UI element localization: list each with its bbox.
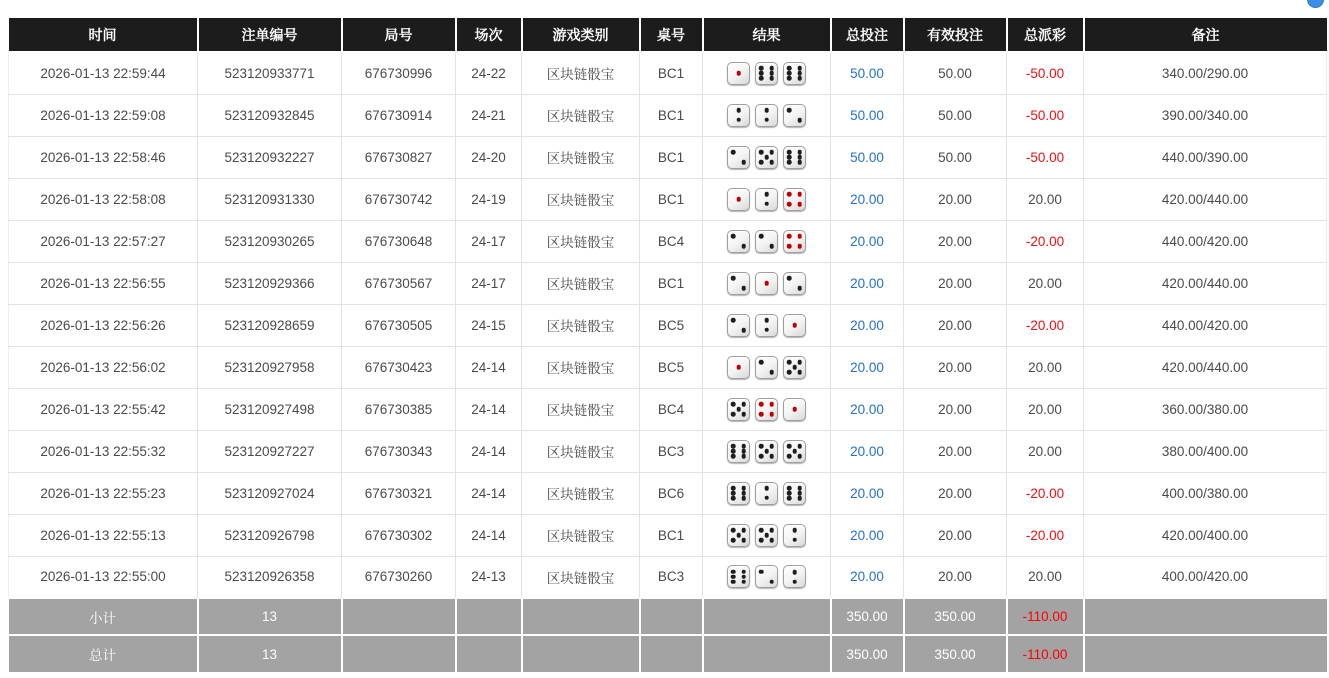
payout-cell: -50.00 <box>1007 52 1084 94</box>
time-cell: 2026-01-13 22:55:13 <box>9 514 198 556</box>
die-5-icon <box>727 398 750 421</box>
footer-empty-cell <box>342 635 456 672</box>
game-type-cell: 区块链骰宝 <box>522 304 640 346</box>
total-bet-cell <box>831 52 904 94</box>
time-cell: 2026-01-13 22:56:26 <box>9 304 198 346</box>
bet-number-cell: 523120932227 <box>198 136 342 178</box>
die-5-icon <box>783 356 806 379</box>
payout-cell: -50.00 <box>1007 136 1084 178</box>
payout-cell: -20.00 <box>1007 304 1084 346</box>
valid-bet-cell: 20.00 <box>904 472 1007 514</box>
time-cell: 2026-01-13 22:59:08 <box>9 94 198 136</box>
remark-cell: 420.00/440.00 <box>1084 178 1327 220</box>
time-cell: 2026-01-13 22:55:00 <box>9 556 198 598</box>
footer-total-bet-cell: 350.00 <box>831 635 904 672</box>
footer-count-cell: 13 <box>198 635 342 672</box>
footer-empty-cell <box>640 598 703 635</box>
game-type-cell: 区块链骰宝 <box>522 220 640 262</box>
remark-cell: 400.00/380.00 <box>1084 472 1327 514</box>
dice-result <box>703 482 830 505</box>
total-bet-cell <box>831 136 904 178</box>
valid-bet-cell: 20.00 <box>904 346 1007 388</box>
table-number-cell: BC1 <box>640 94 703 136</box>
dice-result <box>703 62 830 85</box>
result-cell <box>703 514 831 556</box>
game-type-cell: 区块链骰宝 <box>522 178 640 220</box>
time-cell: 2026-01-13 22:58:08 <box>9 178 198 220</box>
round-number-cell: 676730567 <box>342 262 456 304</box>
table-footer <box>9 598 1327 672</box>
die-2-icon <box>755 314 778 337</box>
header-row <box>9 18 1327 52</box>
bet-number-cell: 523120929366 <box>198 262 342 304</box>
table-number-cell: BC5 <box>640 304 703 346</box>
game-type-cell: 区块链骰宝 <box>522 430 640 472</box>
die-2-icon <box>755 482 778 505</box>
payout-cell: -20.00 <box>1007 472 1084 514</box>
game-type-cell: 区块链骰宝 <box>522 472 640 514</box>
valid-bet-cell: 50.00 <box>904 52 1007 94</box>
game-type-cell: 区块链骰宝 <box>522 52 640 94</box>
die-1-icon <box>783 398 806 421</box>
grand-total-row <box>9 635 1327 672</box>
total-bet-cell <box>831 94 904 136</box>
bet-number-cell: 523120926358 <box>198 556 342 598</box>
valid-bet-cell: 20.00 <box>904 556 1007 598</box>
payout-cell: 20.00 <box>1007 556 1084 598</box>
valid-bet-cell: 20.00 <box>904 220 1007 262</box>
footer-empty-cell <box>1084 598 1327 635</box>
die-2-icon <box>783 104 806 127</box>
game-type-cell: 区块链骰宝 <box>522 94 640 136</box>
total-bet-link[interactable]: 20.00 <box>850 233 884 249</box>
table-row <box>9 136 1327 178</box>
column-header-4: 场次 <box>456 18 522 52</box>
session-cell: 24-14 <box>456 472 522 514</box>
total-bet-cell <box>831 262 904 304</box>
game-type-cell: 区块链骰宝 <box>522 346 640 388</box>
total-bet-link[interactable]: 50.00 <box>850 149 884 165</box>
session-cell: 24-21 <box>456 94 522 136</box>
remark-cell: 380.00/400.00 <box>1084 430 1327 472</box>
round-number-cell: 676730505 <box>342 304 456 346</box>
total-bet-link[interactable]: 20.00 <box>850 317 884 333</box>
die-1-icon <box>783 314 806 337</box>
remark-cell: 440.00/420.00 <box>1084 304 1327 346</box>
total-bet-link[interactable]: 20.00 <box>850 359 884 375</box>
die-2-icon <box>727 146 750 169</box>
table-number-cell: BC4 <box>640 220 703 262</box>
payout-cell: 20.00 <box>1007 346 1084 388</box>
total-bet-link[interactable]: 20.00 <box>850 401 884 417</box>
remark-cell: 420.00/400.00 <box>1084 514 1327 556</box>
die-2-icon <box>755 104 778 127</box>
table-row <box>9 346 1327 388</box>
bet-number-cell: 523120927958 <box>198 346 342 388</box>
valid-bet-cell: 20.00 <box>904 262 1007 304</box>
die-6-icon <box>727 440 750 463</box>
result-cell <box>703 52 831 94</box>
time-cell: 2026-01-13 22:56:02 <box>9 346 198 388</box>
game-type-cell: 区块链骰宝 <box>522 556 640 598</box>
die-5-icon <box>755 524 778 547</box>
time-cell: 2026-01-13 22:59:44 <box>9 52 198 94</box>
die-2-icon <box>755 565 778 588</box>
die-2-icon <box>755 230 778 253</box>
time-cell: 2026-01-13 22:56:55 <box>9 262 198 304</box>
die-6-icon <box>755 62 778 85</box>
session-cell: 24-14 <box>456 346 522 388</box>
round-number-cell: 676730302 <box>342 514 456 556</box>
footer-payout-cell: -110.00 <box>1007 598 1084 635</box>
valid-bet-cell: 50.00 <box>904 136 1007 178</box>
footer-empty-cell <box>703 598 831 635</box>
die-4-icon <box>755 398 778 421</box>
bet-number-cell: 523120928659 <box>198 304 342 346</box>
remark-cell: 360.00/380.00 <box>1084 388 1327 430</box>
table-row <box>9 430 1327 472</box>
die-4-icon <box>783 230 806 253</box>
footer-label-cell: 小计 <box>9 598 198 635</box>
table-number-cell: BC1 <box>640 262 703 304</box>
round-number-cell: 676730321 <box>342 472 456 514</box>
footer-valid-bet-cell: 350.00 <box>904 598 1007 635</box>
table-number-cell: BC4 <box>640 388 703 430</box>
subtotal-row <box>9 598 1327 635</box>
bet-number-cell: 523120927498 <box>198 388 342 430</box>
footer-label-cell: 总计 <box>9 635 198 672</box>
round-number-cell: 676730742 <box>342 178 456 220</box>
result-cell <box>703 220 831 262</box>
total-bet-cell <box>831 514 904 556</box>
die-1-icon <box>727 356 750 379</box>
total-bet-link[interactable]: 50.00 <box>850 65 884 81</box>
total-bet-link[interactable]: 20.00 <box>850 569 884 585</box>
payout-cell: -50.00 <box>1007 94 1084 136</box>
round-number-cell: 676730343 <box>342 430 456 472</box>
dice-result <box>703 272 830 295</box>
column-header-7: 结果 <box>703 18 831 52</box>
table-row <box>9 304 1327 346</box>
table-row <box>9 556 1327 598</box>
table-number-cell: BC6 <box>640 472 703 514</box>
remark-cell: 390.00/340.00 <box>1084 94 1327 136</box>
column-header-1: 时间 <box>9 18 198 52</box>
bet-number-cell: 523120933771 <box>198 52 342 94</box>
dice-result <box>703 356 830 379</box>
total-bet-cell <box>831 430 904 472</box>
result-cell <box>703 430 831 472</box>
footer-empty-cell <box>640 635 703 672</box>
game-type-cell: 区块链骰宝 <box>522 262 640 304</box>
round-number-cell: 676730648 <box>342 220 456 262</box>
column-header-2: 注单编号 <box>198 18 342 52</box>
result-cell <box>703 472 831 514</box>
bet-number-cell: 523120927024 <box>198 472 342 514</box>
table-number-cell: BC1 <box>640 514 703 556</box>
footer-empty-cell <box>342 598 456 635</box>
round-number-cell: 676730423 <box>342 346 456 388</box>
remark-cell: 400.00/420.00 <box>1084 556 1327 598</box>
session-cell: 24-14 <box>456 430 522 472</box>
die-2-icon <box>783 565 806 588</box>
total-bet-cell <box>831 178 904 220</box>
column-header-6: 桌号 <box>640 18 703 52</box>
game-type-cell: 区块链骰宝 <box>522 388 640 430</box>
time-cell: 2026-01-13 22:57:27 <box>9 220 198 262</box>
result-cell <box>703 304 831 346</box>
game-type-cell: 区块链骰宝 <box>522 136 640 178</box>
valid-bet-cell: 20.00 <box>904 304 1007 346</box>
session-cell: 24-17 <box>456 220 522 262</box>
die-5-icon <box>755 440 778 463</box>
table-row <box>9 262 1327 304</box>
table-row <box>9 514 1327 556</box>
total-bet-cell <box>831 388 904 430</box>
die-6-icon <box>783 62 806 85</box>
footer-valid-bet-cell: 350.00 <box>904 635 1007 672</box>
dice-result <box>703 146 830 169</box>
table-header <box>9 18 1327 52</box>
die-5-icon <box>755 146 778 169</box>
result-cell <box>703 346 831 388</box>
bet-records-table <box>8 18 1327 672</box>
dice-result <box>703 230 830 253</box>
die-5-icon <box>783 440 806 463</box>
total-bet-cell <box>831 304 904 346</box>
table-number-cell: BC3 <box>640 430 703 472</box>
session-cell: 24-20 <box>456 136 522 178</box>
column-header-10: 总派彩 <box>1007 18 1084 52</box>
dice-result <box>703 398 830 421</box>
dice-result <box>703 440 830 463</box>
valid-bet-cell: 20.00 <box>904 388 1007 430</box>
bet-number-cell: 523120927227 <box>198 430 342 472</box>
session-cell: 24-22 <box>456 52 522 94</box>
column-header-3: 局号 <box>342 18 456 52</box>
bet-number-cell: 523120926798 <box>198 514 342 556</box>
bet-number-cell: 523120930265 <box>198 220 342 262</box>
floating-action-button[interactable] <box>1307 0 1324 8</box>
bet-number-cell: 523120932845 <box>198 94 342 136</box>
total-bet-cell <box>831 472 904 514</box>
die-2-icon <box>727 314 750 337</box>
round-number-cell: 676730914 <box>342 94 456 136</box>
result-cell <box>703 178 831 220</box>
time-cell: 2026-01-13 22:55:42 <box>9 388 198 430</box>
column-header-9: 有效投注 <box>904 18 1007 52</box>
total-bet-link[interactable]: 50.00 <box>850 107 884 123</box>
payout-cell: -20.00 <box>1007 220 1084 262</box>
column-header-11: 备注 <box>1084 18 1327 52</box>
die-1-icon <box>755 272 778 295</box>
die-2-icon <box>783 524 806 547</box>
die-6-icon <box>727 565 750 588</box>
footer-empty-cell <box>456 635 522 672</box>
total-bet-link[interactable]: 20.00 <box>850 275 884 291</box>
total-bet-link[interactable]: 20.00 <box>850 191 884 207</box>
table-number-cell: BC1 <box>640 178 703 220</box>
game-type-cell: 区块链骰宝 <box>522 514 640 556</box>
die-2-icon <box>727 104 750 127</box>
valid-bet-cell: 20.00 <box>904 514 1007 556</box>
table-number-cell: BC1 <box>640 52 703 94</box>
die-1-icon <box>727 188 750 211</box>
session-cell: 24-15 <box>456 304 522 346</box>
payout-cell: 20.00 <box>1007 178 1084 220</box>
footer-empty-cell <box>1084 635 1327 672</box>
die-1-icon <box>727 62 750 85</box>
table-row <box>9 178 1327 220</box>
bet-number-cell: 523120931330 <box>198 178 342 220</box>
remark-cell: 340.00/290.00 <box>1084 52 1327 94</box>
die-6-icon <box>783 482 806 505</box>
session-cell: 24-14 <box>456 388 522 430</box>
remark-cell: 440.00/390.00 <box>1084 136 1327 178</box>
session-cell: 24-17 <box>456 262 522 304</box>
result-cell <box>703 262 831 304</box>
payout-cell: 20.00 <box>1007 262 1084 304</box>
total-bet-cell <box>831 346 904 388</box>
column-header-5: 游戏类别 <box>522 18 640 52</box>
table-number-cell: BC1 <box>640 136 703 178</box>
session-cell: 24-14 <box>456 514 522 556</box>
remark-cell: 440.00/420.00 <box>1084 220 1327 262</box>
time-cell: 2026-01-13 22:58:46 <box>9 136 198 178</box>
session-cell: 24-19 <box>456 178 522 220</box>
footer-empty-cell <box>456 598 522 635</box>
column-header-8: 总投注 <box>831 18 904 52</box>
payout-cell: 20.00 <box>1007 388 1084 430</box>
total-bet-link[interactable]: 20.00 <box>850 443 884 459</box>
footer-empty-cell <box>522 598 640 635</box>
total-bet-cell <box>831 556 904 598</box>
session-cell: 24-13 <box>456 556 522 598</box>
footer-empty-cell <box>522 635 640 672</box>
round-number-cell: 676730996 <box>342 52 456 94</box>
result-cell <box>703 136 831 178</box>
table-number-cell: BC5 <box>640 346 703 388</box>
footer-payout-cell: -110.00 <box>1007 635 1084 672</box>
die-2-icon <box>727 272 750 295</box>
total-bet-cell <box>831 220 904 262</box>
die-6-icon <box>783 146 806 169</box>
die-4-icon <box>783 188 806 211</box>
table-number-cell: BC3 <box>640 556 703 598</box>
table-row <box>9 388 1327 430</box>
footer-empty-cell <box>703 635 831 672</box>
total-bet-link[interactable]: 20.00 <box>850 527 884 543</box>
valid-bet-cell: 20.00 <box>904 178 1007 220</box>
payout-cell: -20.00 <box>1007 514 1084 556</box>
round-number-cell: 676730827 <box>342 136 456 178</box>
result-cell <box>703 388 831 430</box>
remark-cell: 420.00/440.00 <box>1084 262 1327 304</box>
table-row <box>9 220 1327 262</box>
die-2-icon <box>755 188 778 211</box>
table-body <box>9 52 1327 598</box>
dice-result <box>703 104 830 127</box>
dice-result <box>703 314 830 337</box>
dice-result <box>703 524 830 547</box>
round-number-cell: 676730385 <box>342 388 456 430</box>
footer-total-bet-cell: 350.00 <box>831 598 904 635</box>
die-2-icon <box>755 356 778 379</box>
result-cell <box>703 94 831 136</box>
result-cell <box>703 556 831 598</box>
dice-result <box>703 565 830 588</box>
valid-bet-cell: 50.00 <box>904 94 1007 136</box>
table-row <box>9 472 1327 514</box>
die-2-icon <box>727 230 750 253</box>
table-row <box>9 52 1327 94</box>
remark-cell: 420.00/440.00 <box>1084 346 1327 388</box>
die-5-icon <box>727 524 750 547</box>
die-6-icon <box>727 482 750 505</box>
footer-count-cell: 13 <box>198 598 342 635</box>
valid-bet-cell: 20.00 <box>904 430 1007 472</box>
time-cell: 2026-01-13 22:55:23 <box>9 472 198 514</box>
die-2-icon <box>783 272 806 295</box>
payout-cell: 20.00 <box>1007 430 1084 472</box>
total-bet-link[interactable]: 20.00 <box>850 485 884 501</box>
time-cell: 2026-01-13 22:55:32 <box>9 430 198 472</box>
dice-result <box>703 188 830 211</box>
round-number-cell: 676730260 <box>342 556 456 598</box>
table-row <box>9 94 1327 136</box>
